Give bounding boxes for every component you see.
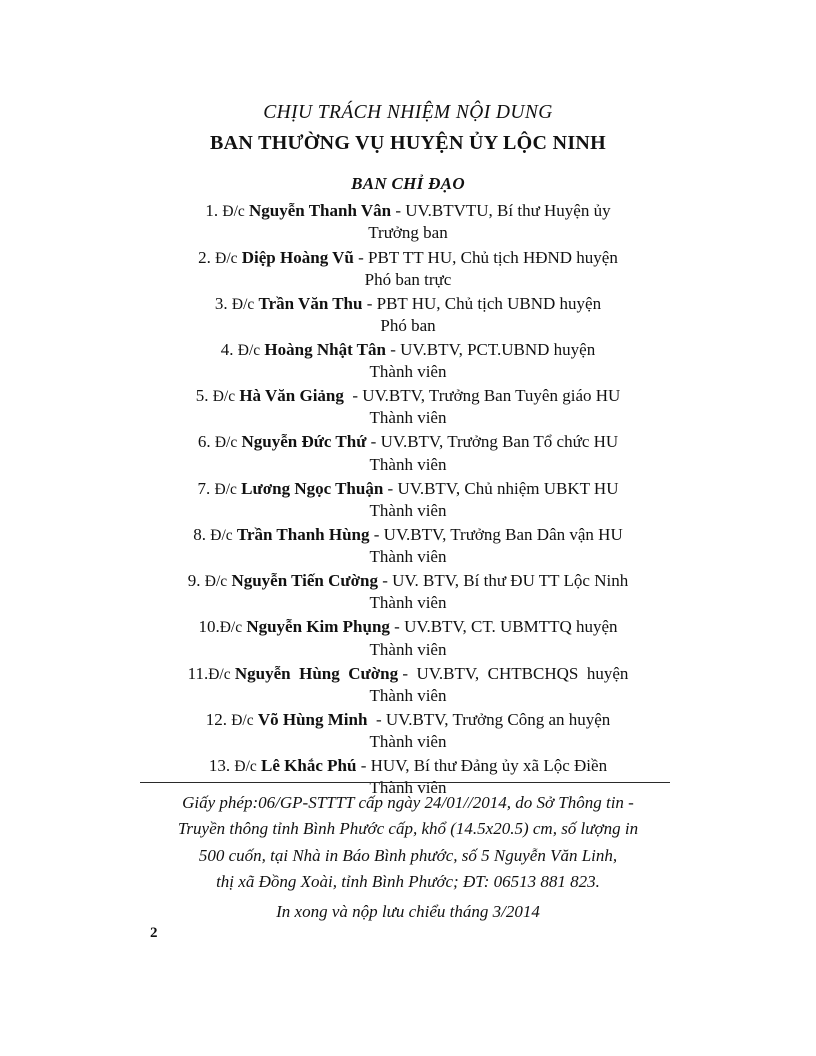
member-line [108, 663, 708, 685]
member-detail: - UV. BTV, Bí thư ĐU TT Lộc Ninh [382, 571, 629, 591]
member-name: Nguyễn Đức Thứ [241, 432, 367, 452]
page-number: 2 [150, 925, 158, 941]
member-role: Trưởng ban [368, 223, 448, 243]
member-detail: - UV.BTV, CHTBCHQS huyện [402, 663, 629, 683]
colophon-line: In xong và nộp lưu chiểu tháng 3/2014 [276, 902, 540, 922]
member-line [108, 431, 708, 453]
member-number: 3. [214, 293, 228, 313]
member-prefix: Đ/c [208, 665, 231, 683]
horizontal-divider [140, 782, 670, 783]
list-item [108, 293, 708, 337]
member-prefix: Đ/c [237, 342, 261, 360]
member-number: 9. [187, 571, 201, 591]
list-item [108, 616, 708, 660]
section-title: BAN CHỈ ĐẠO [351, 174, 465, 194]
member-line [108, 755, 708, 777]
member-prefix: Đ/c [222, 203, 245, 221]
member-role: Thành viên [369, 408, 447, 428]
member-line [108, 200, 708, 222]
list-item [108, 570, 708, 614]
member-prefix: Đ/c [210, 526, 233, 544]
member-name: Hoàng Nhật Tân [264, 340, 386, 360]
member-name: Hà Văn Giảng [239, 386, 344, 406]
list-item [108, 663, 708, 707]
member-role: Thành viên [369, 685, 447, 705]
member-line [108, 339, 708, 361]
member-detail: - UV.BTV, Trưởng Công an huyện [375, 709, 611, 729]
member-role: Thành viên [369, 500, 447, 520]
member-detail: - UV.BTV, PCT.UBND huyện [390, 340, 596, 360]
member-detail: - UV.BTV, Trưởng Ban Tuyên giáo HU [352, 386, 621, 406]
member-line [108, 524, 708, 546]
member-role: Thành viên [369, 639, 447, 659]
member-prefix: Đ/c [212, 388, 236, 406]
list-item [108, 431, 708, 475]
list-item [108, 478, 708, 522]
member-number: 13. [208, 756, 231, 776]
member-prefix: Đ/c [214, 480, 237, 498]
member-role: Phó ban [380, 315, 436, 335]
member-name: Lương Ngọc Thuận [241, 478, 384, 498]
member-detail: - UV.BTV, CT. UBMTTQ huyện [394, 617, 618, 637]
member-line [108, 616, 708, 638]
member-number: 11. [187, 663, 209, 683]
member-name: Nguyễn Thanh Vân [249, 201, 392, 221]
member-prefix: Đ/c [214, 434, 238, 452]
member-number: 7. [197, 478, 211, 498]
member-role: Thành viên [369, 593, 447, 613]
member-prefix: Đ/c [231, 295, 255, 313]
colophon-line: Truyền thông tỉnh Bình Phước cấp, khổ (14.5x20.5) cm, số lượng in [177, 819, 639, 839]
list-item [108, 524, 708, 568]
member-role: Thành viên [369, 778, 447, 798]
member-prefix: Đ/c [204, 573, 228, 591]
page-title-line-1: CHỊU TRÁCH NHIỆM NỘI DUNG [263, 102, 553, 123]
member-line [108, 385, 708, 407]
member-number: 8. [193, 524, 206, 544]
member-detail: - UV.BTV, Chủ nhiệm UBKT HU [387, 478, 619, 498]
member-role: Thành viên [369, 362, 447, 382]
member-prefix: Đ/c [215, 249, 238, 267]
member-line [108, 709, 708, 731]
member-line [108, 478, 708, 500]
member-number: 4. [220, 340, 234, 360]
member-role: Thành viên [369, 547, 447, 567]
colophon-line: 500 cuốn, tại Nhà in Báo Bình phước, số 5 Nguyễn Văn Linh, [198, 845, 618, 865]
member-number: 1. [205, 201, 219, 221]
member-role: Thành viên [369, 732, 447, 752]
page-title-line-2: BAN THƯỜNG VỤ HUYỆN ỦY LỘC NINH [210, 132, 606, 155]
colophon-line: Giấy phép:06/GP-STTTT cấp ngày 24/01//2014, do Sở Thông tin - [182, 793, 634, 812]
member-name: Trần Văn Thu [258, 293, 363, 313]
member-line [108, 293, 708, 315]
member-detail: - UV.BTV, Trưởng Ban Dân vận HU [373, 524, 623, 544]
member-prefix: Đ/c [234, 758, 257, 776]
member-list [108, 200, 708, 799]
member-line [108, 570, 708, 592]
member-prefix: Đ/c [219, 619, 243, 637]
colophon-line: thị xã Đồng Xoài, tỉnh Bình Phước; ĐT: 06513 881 823. [216, 872, 600, 892]
member-number: 10. [198, 617, 220, 637]
member-detail: - PBT HU, Chủ tịch UBND huyện [366, 293, 602, 313]
member-number: 6. [197, 432, 211, 452]
member-role: Thành viên [369, 454, 447, 474]
member-line [108, 247, 708, 269]
list-item [108, 385, 708, 429]
member-detail: - HUV, Bí thư Đảng ủy xã Lộc Điền [360, 756, 608, 776]
page-content [108, 100, 708, 799]
member-name: Nguyễn Tiến Cường [231, 571, 378, 591]
member-name: Trần Thanh Hùng [236, 524, 370, 544]
member-number: 2. [198, 247, 211, 267]
member-name: Diệp Hoàng Vũ [241, 247, 354, 267]
colophon [108, 790, 708, 926]
list-item [108, 200, 708, 244]
list-item [108, 247, 708, 291]
member-role: Phó ban trực [364, 269, 452, 289]
member-prefix: Đ/c [231, 711, 254, 729]
member-detail: - PBT TT HU, Chủ tịch HĐND huyện [358, 247, 618, 267]
list-item [108, 709, 708, 753]
list-item [108, 339, 708, 383]
member-name: Lê Khắc Phú [261, 756, 357, 776]
member-name: Võ Hùng Minh [257, 709, 368, 729]
member-number: 12. [205, 709, 227, 729]
member-number: 5. [195, 386, 209, 406]
member-name: Nguyễn Kim Phụng [246, 617, 390, 637]
member-name: Nguyễn Hùng Cường [234, 663, 399, 683]
member-detail: - UV.BTV, Trưởng Ban Tổ chức HU [370, 432, 619, 452]
member-detail: - UV.BTVTU, Bí thư Huyện ủy [395, 201, 611, 221]
